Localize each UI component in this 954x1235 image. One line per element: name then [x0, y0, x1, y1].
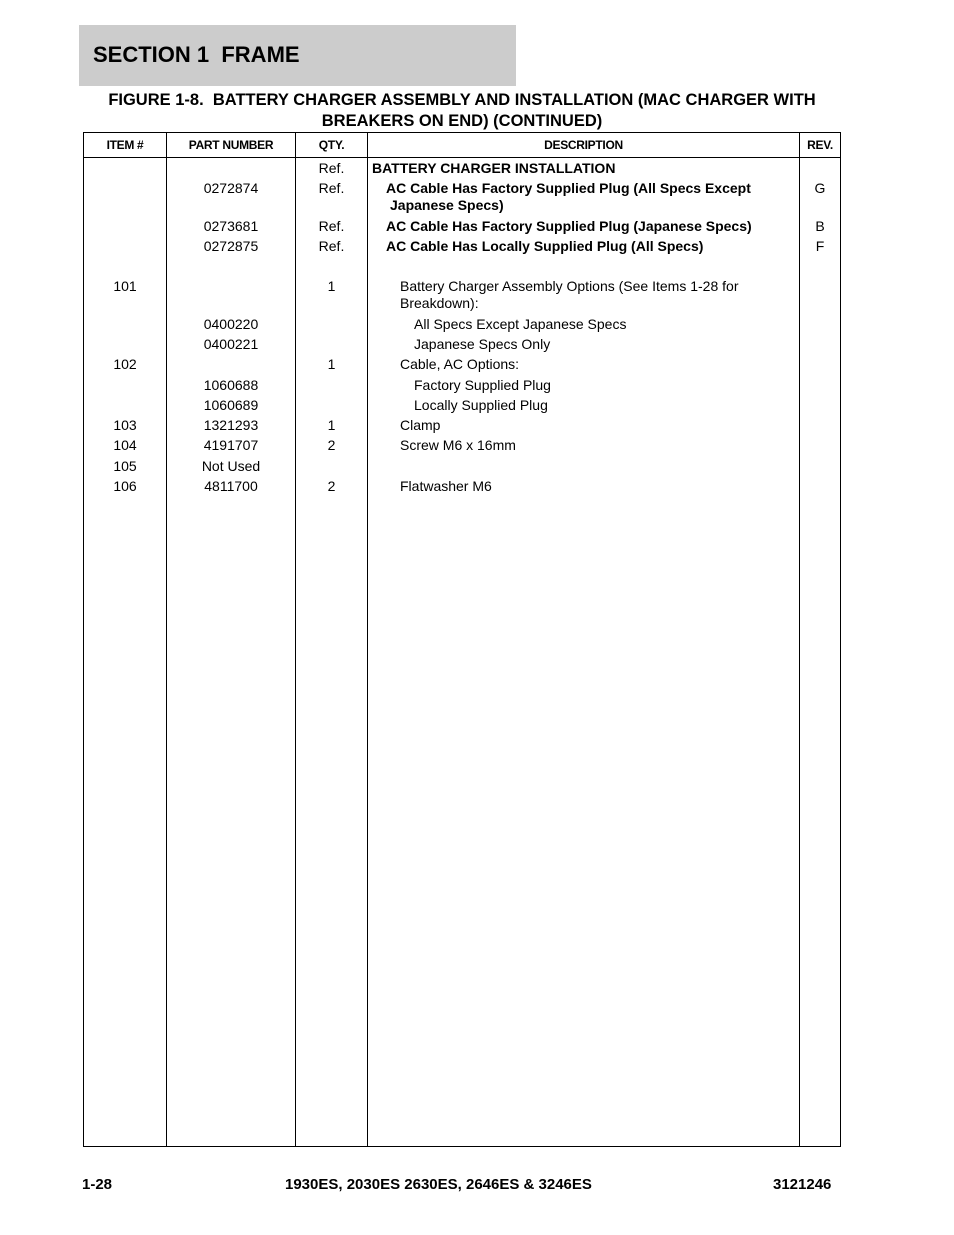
qty-cell: Ref.	[318, 218, 345, 234]
header-part-number: PART NUMBER	[188, 138, 274, 152]
description-cell: Flatwasher M6	[400, 478, 492, 494]
part-number-cell: 0400221	[203, 336, 259, 352]
item-cell: 105	[113, 458, 137, 474]
qty-cell: Ref.	[318, 180, 345, 196]
description-cell: Locally Supplied Plug	[414, 397, 548, 413]
section-header	[79, 25, 516, 86]
description-continuation: Breakdown):	[400, 295, 479, 311]
description-line: AC Cable Has Factory Supplied Plug (All Specs Except	[386, 180, 751, 196]
description-cell	[386, 180, 786, 214]
header-description: DESCRIPTION	[544, 138, 623, 152]
description-cell: Screw M6 x 16mm	[400, 437, 516, 453]
part-number-cell: 4191707	[203, 437, 259, 453]
qty-cell: 2	[327, 478, 336, 494]
column-divider	[166, 133, 167, 1146]
qty-cell: 1	[327, 356, 336, 372]
part-number-cell: 0272874	[203, 180, 259, 196]
header-item: ITEM #	[106, 138, 144, 152]
description-line: Battery Charger Assembly Options (See Items 1-28 for	[400, 278, 739, 294]
part-number-cell: 0272875	[203, 238, 259, 254]
rev-cell: B	[815, 218, 825, 234]
rev-cell: G	[814, 180, 826, 196]
description-cell: BATTERY CHARGER INSTALLATION	[372, 160, 616, 176]
part-number-cell: 0273681	[203, 218, 259, 234]
header-divider	[84, 157, 840, 158]
item-cell: 103	[113, 417, 137, 433]
description-cell: Japanese Specs Only	[414, 336, 551, 352]
description-cell	[400, 278, 800, 312]
description-continuation: Japanese Specs)	[390, 197, 504, 213]
qty-cell: Ref.	[318, 238, 345, 254]
part-number-cell: 0400220	[203, 316, 259, 332]
header-qty: QTY.	[318, 138, 345, 152]
part-number-cell: Not Used	[201, 458, 261, 474]
section-title: SECTION 1 FRAME	[93, 42, 300, 67]
part-number-cell: 1060688	[203, 377, 259, 393]
figure-title-line-2: BREAKERS ON END) (CONTINUED)	[321, 112, 603, 130]
item-cell: 104	[113, 437, 137, 453]
model-list: 1930ES, 2030ES 2630ES, 2646ES & 3246ES	[285, 1176, 592, 1193]
description-cell: AC Cable Has Factory Supplied Plug (Japanese Specs)	[386, 218, 752, 234]
qty-cell: Ref.	[318, 160, 345, 176]
description-cell: All Specs Except Japanese Specs	[414, 316, 627, 332]
description-cell: Factory Supplied Plug	[414, 377, 551, 393]
description-cell: Cable, AC Options:	[400, 356, 520, 372]
figure-title-line-1: FIGURE 1-8. BATTERY CHARGER ASSEMBLY AND INSTALLATION (MAC CHARGER WITH	[108, 91, 816, 109]
qty-cell: 1	[327, 278, 336, 294]
part-number-cell: 4811700	[204, 478, 258, 494]
item-cell: 106	[113, 478, 137, 494]
qty-cell: 1	[327, 417, 336, 433]
qty-cell: 2	[327, 437, 336, 453]
rev-cell: F	[815, 238, 825, 254]
part-number-cell: 1321293	[203, 417, 259, 433]
part-number-cell: 1060689	[203, 397, 259, 413]
page-number: 1-28	[82, 1176, 113, 1193]
description-cell: AC Cable Has Locally Supplied Plug (All Specs)	[386, 238, 704, 254]
header-rev: REV.	[807, 138, 833, 152]
item-cell: 101	[113, 278, 137, 294]
figure-title	[60, 90, 864, 132]
item-cell: 102	[113, 356, 137, 372]
description-cell: Clamp	[400, 417, 441, 433]
column-divider	[367, 133, 368, 1146]
document-number: 3121246	[773, 1176, 832, 1193]
parts-table	[83, 132, 841, 1147]
